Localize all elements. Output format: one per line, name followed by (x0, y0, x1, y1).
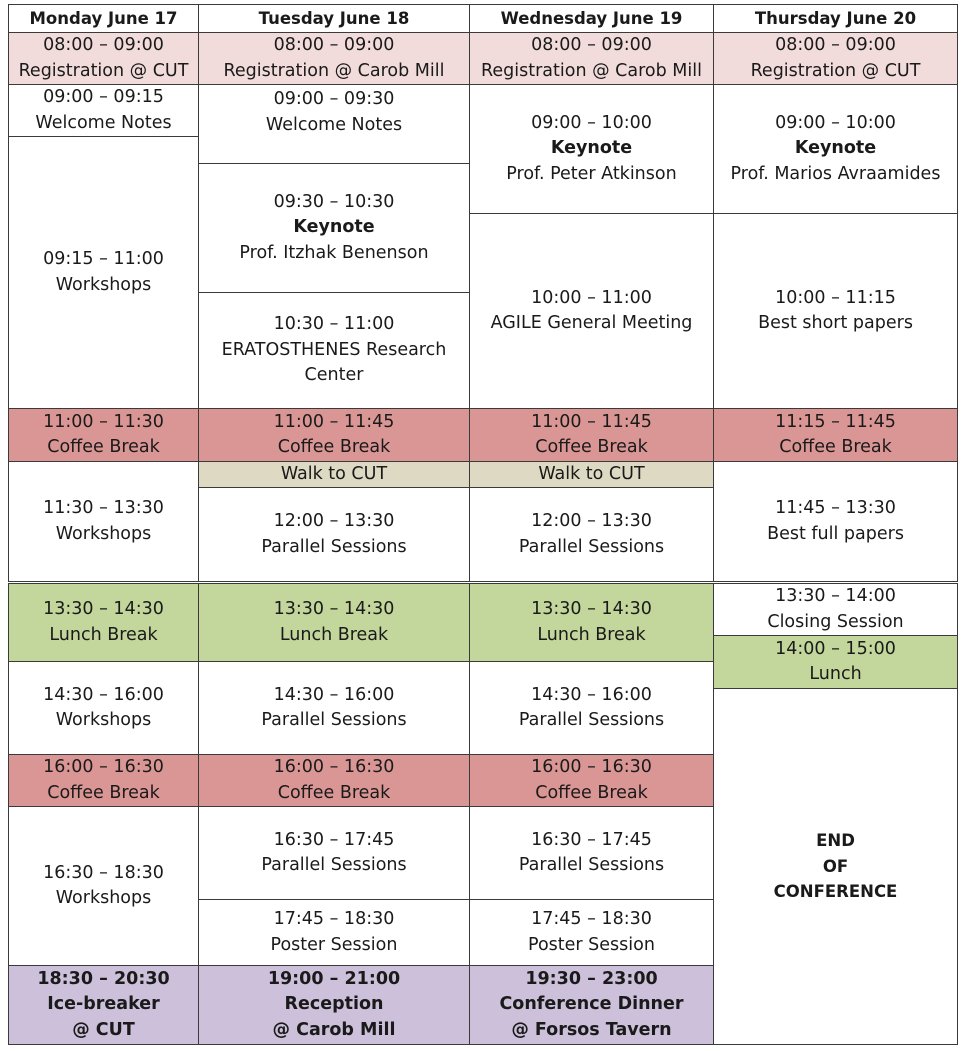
wed-keynote (469, 84, 714, 214)
slot-label: Conference Dinner (499, 994, 684, 1015)
header-label: Tuesday June 18 (258, 8, 410, 28)
slot-label: Coffee Break (277, 437, 391, 457)
tue-coffee-break-2 (198, 754, 470, 807)
slot-label: Center (304, 365, 364, 386)
slot-label: Ice-breaker (47, 994, 160, 1015)
slot-label: Poster Session (528, 934, 655, 955)
keynote-title: Keynote (794, 138, 877, 159)
slot-place: @ CUT (72, 1019, 135, 1040)
slot-label: ERATOSTHENES Research (221, 339, 447, 360)
thu-end-of-conference (713, 688, 958, 1045)
slot-label: Coffee Break (47, 782, 160, 803)
slot-label: Lunch Break (49, 624, 158, 645)
slot-label: Parallel Sessions (518, 536, 665, 557)
mon-workshops-3 (8, 661, 199, 755)
header-monday (8, 4, 199, 33)
slot-label: AGILE General Meeting (490, 313, 693, 333)
slot-label: Parallel Sessions (518, 855, 665, 875)
slot-label: Best full papers (767, 523, 904, 544)
wed-lunch (469, 583, 714, 662)
slot-time: 11:00 – 11:45 (273, 411, 395, 432)
header-label: Monday June 17 (29, 8, 178, 28)
slot-label: Reception (284, 994, 384, 1015)
slot-label: Parallel Sessions (261, 710, 407, 730)
slot-time: 13:30 – 14:00 (775, 586, 896, 606)
slot-label: Welcome Notes (35, 112, 172, 133)
wed-poster-session (469, 899, 714, 966)
slot-time: 09:15 – 11:00 (43, 249, 164, 269)
slot-time: 11:30 – 13:30 (43, 498, 164, 518)
tue-lunch (198, 583, 470, 662)
slot-label: Poster Session (270, 934, 398, 955)
slot-label: Parallel Sessions (261, 855, 407, 875)
slot-time: 17:45 – 18:30 (273, 909, 395, 929)
slot-place: @ Forsos Tavern (511, 1019, 672, 1040)
slot-time: 16:30 – 18:30 (43, 862, 164, 883)
header-label: Wednesday June 19 (500, 8, 683, 28)
header-thursday (713, 4, 958, 33)
tue-walk-to-cut (198, 461, 470, 488)
slot-label: Registration @ CUT (750, 60, 921, 81)
tue-poster-session (198, 899, 470, 966)
slot-time: 08:00 – 09:00 (43, 35, 164, 55)
mon-coffee-break-2 (8, 754, 199, 807)
slot-label: Lunch Break (279, 624, 389, 645)
end-label: OF (822, 856, 849, 876)
wed-agile-general-meeting (469, 213, 714, 409)
mon-lunch (8, 583, 199, 662)
slot-time: 10:00 – 11:00 (531, 287, 652, 308)
thu-best-short-papers (713, 213, 958, 409)
mon-ice-breaker (8, 965, 199, 1045)
wed-coffee-break-2 (469, 754, 714, 807)
tue-welcome (198, 84, 470, 164)
tue-eratosthenes (198, 292, 470, 409)
keynote-speaker: Prof. Peter Atkinson (506, 163, 677, 184)
slot-label: Coffee Break (535, 782, 648, 803)
slot-time: 14:30 – 16:00 (273, 684, 395, 705)
slot-time: 19:00 – 21:00 (267, 968, 401, 989)
wed-parallel-2 (469, 661, 714, 755)
slot-time: 18:30 – 20:30 (37, 968, 170, 989)
keynote-title: Keynote (550, 138, 633, 159)
mon-registration (8, 32, 199, 85)
mon-workshops-2 (8, 461, 199, 582)
thu-best-full-papers (713, 461, 958, 582)
slot-label: Registration @ Carob Mill (481, 60, 702, 81)
thu-keynote (713, 84, 958, 214)
slot-time: 08:00 – 09:00 (775, 35, 896, 55)
end-label: END (816, 831, 855, 851)
wed-conference-dinner (469, 965, 714, 1045)
slot-label: Coffee Break (535, 437, 648, 457)
tue-parallel-2 (198, 661, 470, 755)
slot-time: 16:00 – 16:30 (531, 757, 652, 777)
slot-time: 14:30 – 16:00 (43, 684, 164, 705)
slot-time: 11:15 – 11:45 (775, 411, 896, 432)
slot-time: 09:00 – 09:30 (273, 89, 395, 109)
thu-closing-session (713, 583, 958, 636)
thu-registration (713, 32, 958, 85)
slot-place: @ Carob Mill (272, 1019, 396, 1040)
slot-time: 08:00 – 09:00 (273, 35, 395, 55)
slot-label: Closing Session (767, 611, 904, 632)
mon-workshops-1 (8, 136, 199, 409)
wed-parallel-1 (469, 487, 714, 582)
slot-time: 13:30 – 14:30 (531, 599, 652, 619)
slot-label: Workshops (55, 274, 152, 295)
header-wednesday (469, 4, 714, 33)
slot-label: Workshops (55, 710, 152, 730)
tue-parallel-3 (198, 806, 470, 900)
slot-label: Best short papers (758, 313, 913, 333)
slot-label: Parallel Sessions (261, 536, 407, 557)
slot-time: 16:30 – 17:45 (273, 829, 395, 850)
slot-time: 09:00 – 09:15 (43, 87, 164, 107)
slot-time: 14:30 – 16:00 (531, 684, 652, 705)
wed-coffee-break-1 (469, 408, 714, 462)
tue-keynote (198, 163, 470, 293)
slot-time: 11:00 – 11:30 (43, 411, 164, 432)
slot-label: Registration @ CUT (18, 60, 189, 81)
header-tuesday (198, 4, 470, 33)
slot-label: Coffee Break (47, 437, 160, 457)
header-label: Thursday June 20 (754, 8, 917, 28)
slot-label: Lunch Break (537, 624, 646, 645)
slot-time: 16:00 – 16:30 (273, 757, 395, 777)
slot-time: 11:00 – 11:45 (531, 411, 652, 432)
slot-time: 19:30 – 23:00 (525, 968, 658, 989)
slot-label: Workshops (55, 523, 152, 544)
slot-time: 09:00 – 10:00 (775, 112, 896, 133)
slot-label: Walk to CUT (280, 463, 388, 484)
slot-time: 14:00 – 15:00 (775, 638, 896, 659)
slot-time: 17:45 – 18:30 (531, 909, 652, 929)
keynote-title: Keynote (293, 217, 375, 238)
slot-time: 08:00 – 09:00 (531, 35, 652, 55)
slot-label: Welcome Notes (265, 114, 403, 135)
thu-lunch (713, 635, 958, 689)
tue-coffee-break-1 (198, 408, 470, 462)
wed-registration (469, 32, 714, 85)
wed-walk-to-cut (469, 461, 714, 488)
slot-time: 11:45 – 13:30 (775, 498, 896, 518)
slot-time: 12:00 – 13:30 (531, 511, 652, 531)
slot-time: 10:30 – 11:00 (273, 314, 395, 335)
slot-time: 13:30 – 14:30 (43, 599, 164, 619)
slot-time: 16:00 – 16:30 (43, 757, 164, 777)
mon-workshops-4 (8, 806, 199, 966)
slot-time: 09:30 – 10:30 (273, 191, 395, 212)
thu-coffee-break (713, 408, 958, 462)
slot-time: 12:00 – 13:30 (273, 511, 395, 531)
slot-label: Walk to CUT (538, 463, 645, 484)
slot-label: Registration @ Carob Mill (223, 60, 445, 81)
slot-time: 16:30 – 17:45 (531, 829, 652, 850)
wed-parallel-3 (469, 806, 714, 900)
slot-label: Coffee Break (277, 782, 391, 803)
slot-time: 13:30 – 14:30 (273, 599, 395, 619)
tue-registration (198, 32, 470, 85)
keynote-speaker: Prof. Itzhak Benenson (239, 242, 429, 263)
tue-parallel-1 (198, 487, 470, 582)
slot-time: 10:00 – 11:15 (775, 287, 896, 308)
slot-time: 09:00 – 10:00 (531, 112, 652, 133)
slot-label: Coffee Break (779, 437, 892, 457)
keynote-speaker: Prof. Marios Avraamides (730, 163, 941, 184)
mon-coffee-break-1 (8, 408, 199, 462)
mon-welcome (8, 84, 199, 137)
end-label: CONFERENCE (773, 882, 898, 902)
slot-label: Parallel Sessions (518, 710, 665, 730)
slot-label: Workshops (55, 888, 152, 908)
slot-label: Lunch (809, 664, 862, 684)
tue-reception (198, 965, 470, 1045)
